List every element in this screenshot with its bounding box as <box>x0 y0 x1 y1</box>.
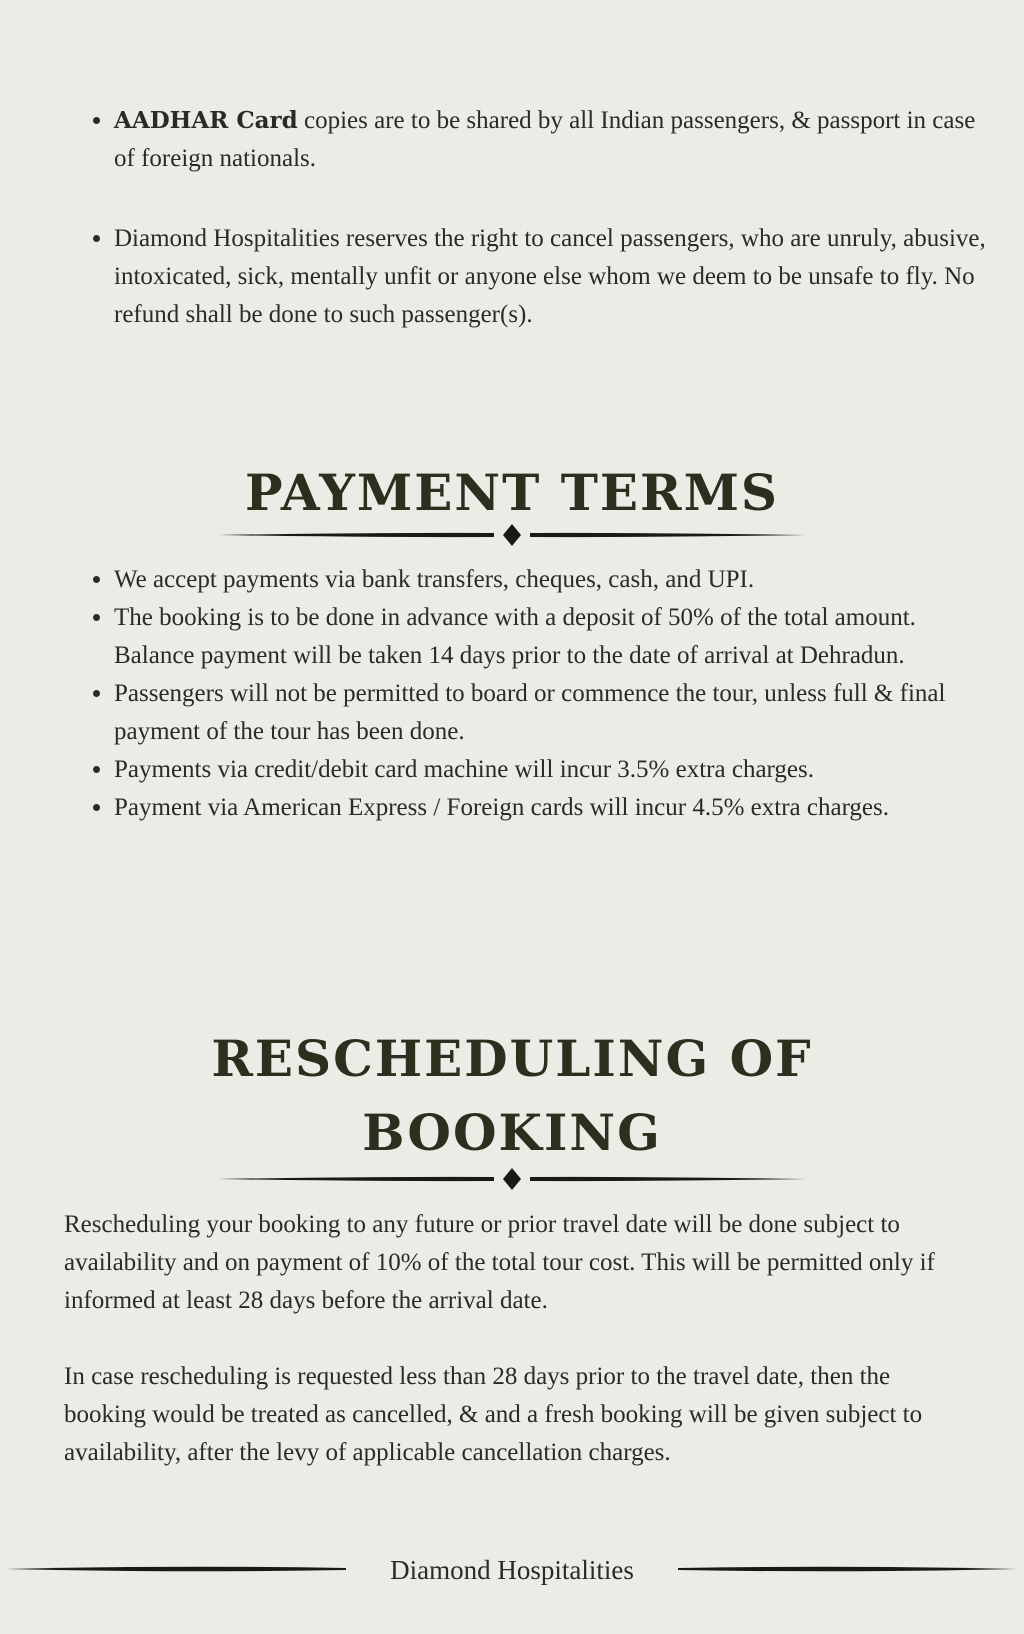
footer-line-right <box>678 1562 1018 1576</box>
rescheduling-paragraph-1: Rescheduling your booking to any future or prior travel date will be done subject to availability and on payment of 10% of the total tour cost. This will be permitted only if informed at least 28 days before the arrival date. <box>64 1211 935 1314</box>
rescheduling-paragraph-2: In case rescheduling is requested less than 28 days prior to the travel date, then the booking would be treated as cancelled, & and a fresh booking will be given subject to availability, after the levy of applicable cancellation charges. <box>64 1363 923 1466</box>
list-item: • Payment via American Express / Foreign cards will incur 4.5% extra charges. <box>114 789 994 827</box>
footer-brand: Diamond Hospitalities <box>390 1555 634 1585</box>
diamond-icon <box>503 524 521 546</box>
list-item: • Passengers will not be permitted to board or commence the tour, unless full & final payment of the tour has been done. <box>114 675 994 751</box>
list-item: • Diamond Hospitalities reserves the right to cancel passengers, who are unruly, abusive, intoxicated, sick, mentally unfit or anyone else whom we deem to be unsafe to fly. No refund shall be done to such passenger(s). <box>114 220 994 334</box>
payment-terms-list <box>86 561 994 827</box>
conditions-list <box>86 102 994 334</box>
list-item: • The booking is to be done in advance with a deposit of 50% of the total amount. Balance payment will be taken 14 days prior to the date of arrival at Dehradun. <box>114 599 994 675</box>
aadhar-text: copies are to be shared by all Indian passengers, & passport in case of foreign nationals. <box>114 107 976 172</box>
payment-terms-heading: PAYMENT TERMS <box>244 463 780 522</box>
diamond-icon <box>503 1168 521 1190</box>
rescheduling-heading-line1: RESCHEDULING OF <box>211 1029 813 1088</box>
rescheduling-heading <box>0 1022 1024 1170</box>
list-item: • Payments via credit/debit card machine will incur 3.5% extra charges. <box>114 751 994 789</box>
payment-divider <box>218 523 806 547</box>
aadhar-label: AADHAR Card <box>114 107 298 134</box>
rescheduling-heading-line2: BOOKING <box>362 1103 662 1162</box>
list-item: • We accept payments via bank transfers, cheques, cash, and UPI. <box>114 561 994 599</box>
rescheduling-divider <box>218 1167 806 1191</box>
list-item <box>114 102 994 178</box>
